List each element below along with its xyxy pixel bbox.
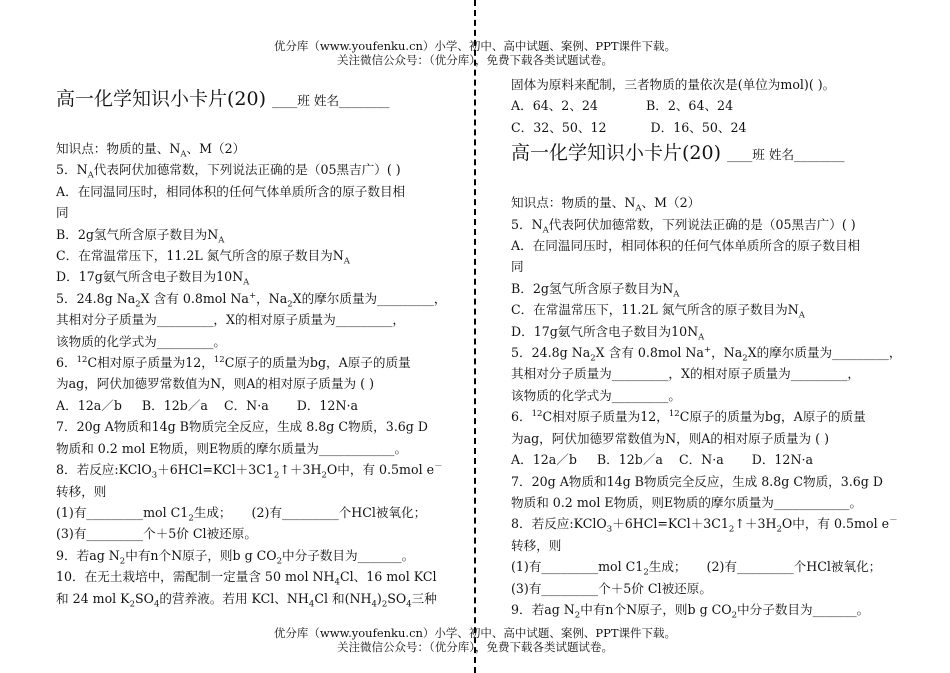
q5-option-a: A．在同温同压时，相同体积的任何气体单质所含的原子数目相 [56,183,406,199]
q5-option-c: C．在常温常压下，11.2L 氮气所含的原子数目为$N_A$ [56,248,350,267]
q5b-line-3-repeat: 该物质的化学式为_________。 [511,387,682,403]
q7-line-2: 物质和 0.2 mol E物质，则E物质的摩尔质量为____________。 [56,440,408,456]
q8-line-4-repeat: (3)有_________个＋5价 Cl被还原。 [511,580,712,596]
header-line-1: 优分库（www.youfenku.cn）小学、初中、高中试题、案例、PPT课件下载。 [273,39,677,53]
header-line-2: 关注微信公众号：（优分库），免费下载各类试题试卷。 [337,53,613,67]
topic-line-repeat: 知识点：物质的量、$N_A$、M（2） [511,195,701,214]
q8-line-3: (1)有_________mol $C1_2$生成； (2)有_________个HCl被氧化； [56,504,427,524]
q5-stem: 5．$N_A$代表阿伏加德常数，下列说法正确的是（05黑吉广）( ) [56,162,401,181]
q7-line-1-repeat: 7．20g A物质和14g B物质完全反应，生成 8.8g C物质，3.6g D [511,473,883,489]
q8-line-2-repeat: 转移，则 [511,537,562,553]
q6-options: A．12a／b B．12b／a C．N·a D．12N·a [56,397,358,413]
footer-line-1: 优分库（www.youfenku.cn）小学、初中、高中试题、案例、PPT课件下载。 [273,626,677,640]
q7-line-1: 7．20g A物质和14g B物质完全反应，生成 8.8g C物质，3.6g D [56,419,428,435]
q10-line-2: 和 24 mol $K_2SO_4$的营养液。若用 KCl、$NH_4Cl$ 和$(NH_4)_2SO_4$三种 [56,590,437,610]
card-title-repeat: 高一化学知识小卡片(20) ____班 姓名________ [511,142,845,165]
q6-line-1: 6．$^{12}$C相对原子质量为12，$^{12}$C原子的质量为bg，A原子的质量 [56,354,411,371]
right-card [511,74,911,620]
q8-line-1: 8．若反应$:KClO_3+6HCl=KCl+3C1_2↑+3H_2O$中，有 0.5mol e－ [56,461,443,481]
q5-option-d: D．17g氨气所含电子数目为$10N_A$ [56,269,250,288]
q10-options-cd: C．32、50、12 D．16、50、24 [511,119,747,135]
q5-option-a-cont-repeat: 同 [511,259,524,275]
q5b-line-3: 该物质的化学式为_________。 [56,333,227,349]
q6-line-2-repeat: 为ag，阿伏加德罗常数值为N，则A的相对原子质量为 ( ) [511,430,829,446]
q5-option-d-repeat: D．17g氨气所含电子数目为$10N_A$ [511,323,705,343]
q8-line-3-repeat: (1)有_________mol $C1_2$生成； (2)有_________个HCl被氧化； [511,559,882,578]
q5-option-b-repeat: B．2g氢气所含原子数目为$N_A$ [511,280,680,300]
center-divider [474,0,476,673]
q6-options-repeat: A．12a／b B．12b／a C．N·a D．12N·a [511,452,813,468]
q5b-line-1: 5．24.8g $Na_2X$ 含有 0.8mol Na+，$Na_2X$的摩尔质量为_________， [56,290,447,310]
topic-line: 知识点：物质的量、$N_A$、M（2） [56,141,246,160]
q6-line-2: 为ag，阿伏加德罗常数值为N，则A的相对原子质量为 ( ) [56,376,374,392]
q5b-line-2-repeat: 其相对分子质量为_________，X的相对原子质量为_________， [511,366,860,382]
q5b-line-2: 其相对分子质量为_________，X的相对原子质量为_________， [56,312,405,328]
q5b-line-1-repeat: 5．24.8g $Na_2X$ 含有 0.8mol Na+，$Na_2X$的摩尔质量为_________， [511,344,902,364]
q8-line-4: (3)有_________个＋5价 Cl被还原。 [56,526,257,542]
q8-line-2: 转移，则 [56,483,107,499]
q5-stem-repeat: 5．$N_A$代表阿伏加德常数，下列说法正确的是（05黑吉广）( ) [511,216,856,236]
q6-line-1-repeat: 6．$^{12}$C相对原子质量为12，$^{12}$C原子的质量为bg，A原子的质量 [511,409,866,425]
q5-option-b: B．2g氢气所含原子数目为$N_A$ [56,226,225,246]
q8-line-1-repeat: 8．若反应$:KClO_3+6HCl=KCl+3C1_2↑+3H_2O$中，有 0.5mol e－ [511,516,898,535]
q10-line-3: 固体为原料来配制，三者物质的量依次是(单位为mol)( )。 [511,77,836,92]
q5-option-c-repeat: C．在常温常压下，11.2L 氮气所含的原子数目为$N_A$ [511,302,805,321]
q9-line: 9．若ag $N_2$中有n个N原子，则b g $CO_2$中分子数目为_______。 [56,547,415,567]
card-title: 高一化学知识小卡片(20) ____班 姓名________ [56,88,390,110]
q7-line-2-repeat: 物质和 0.2 mol E物质，则E物质的摩尔质量为____________。 [511,494,863,510]
q5-option-a-cont: 同 [56,205,69,221]
q9-line-repeat: 9．若ag $N_2$中有n个N原子，则b g $CO_2$中分子数目为_______。 [511,601,870,621]
footer-line-2: 关注微信公众号：（优分库），免费下载各类试题试卷。 [337,640,613,654]
q5-option-a-repeat: A．在同温同压时，相同体积的任何气体单质所含的原子数目相 [511,238,861,254]
left-card [56,84,456,609]
q10-line-1: 10．在无土栽培中，需配制一定量含 50 mol $NH_4Cl$、16 mol KCl [56,569,437,588]
q10-options-ab: A．64、2、24 B．2、64、24 [511,98,734,114]
